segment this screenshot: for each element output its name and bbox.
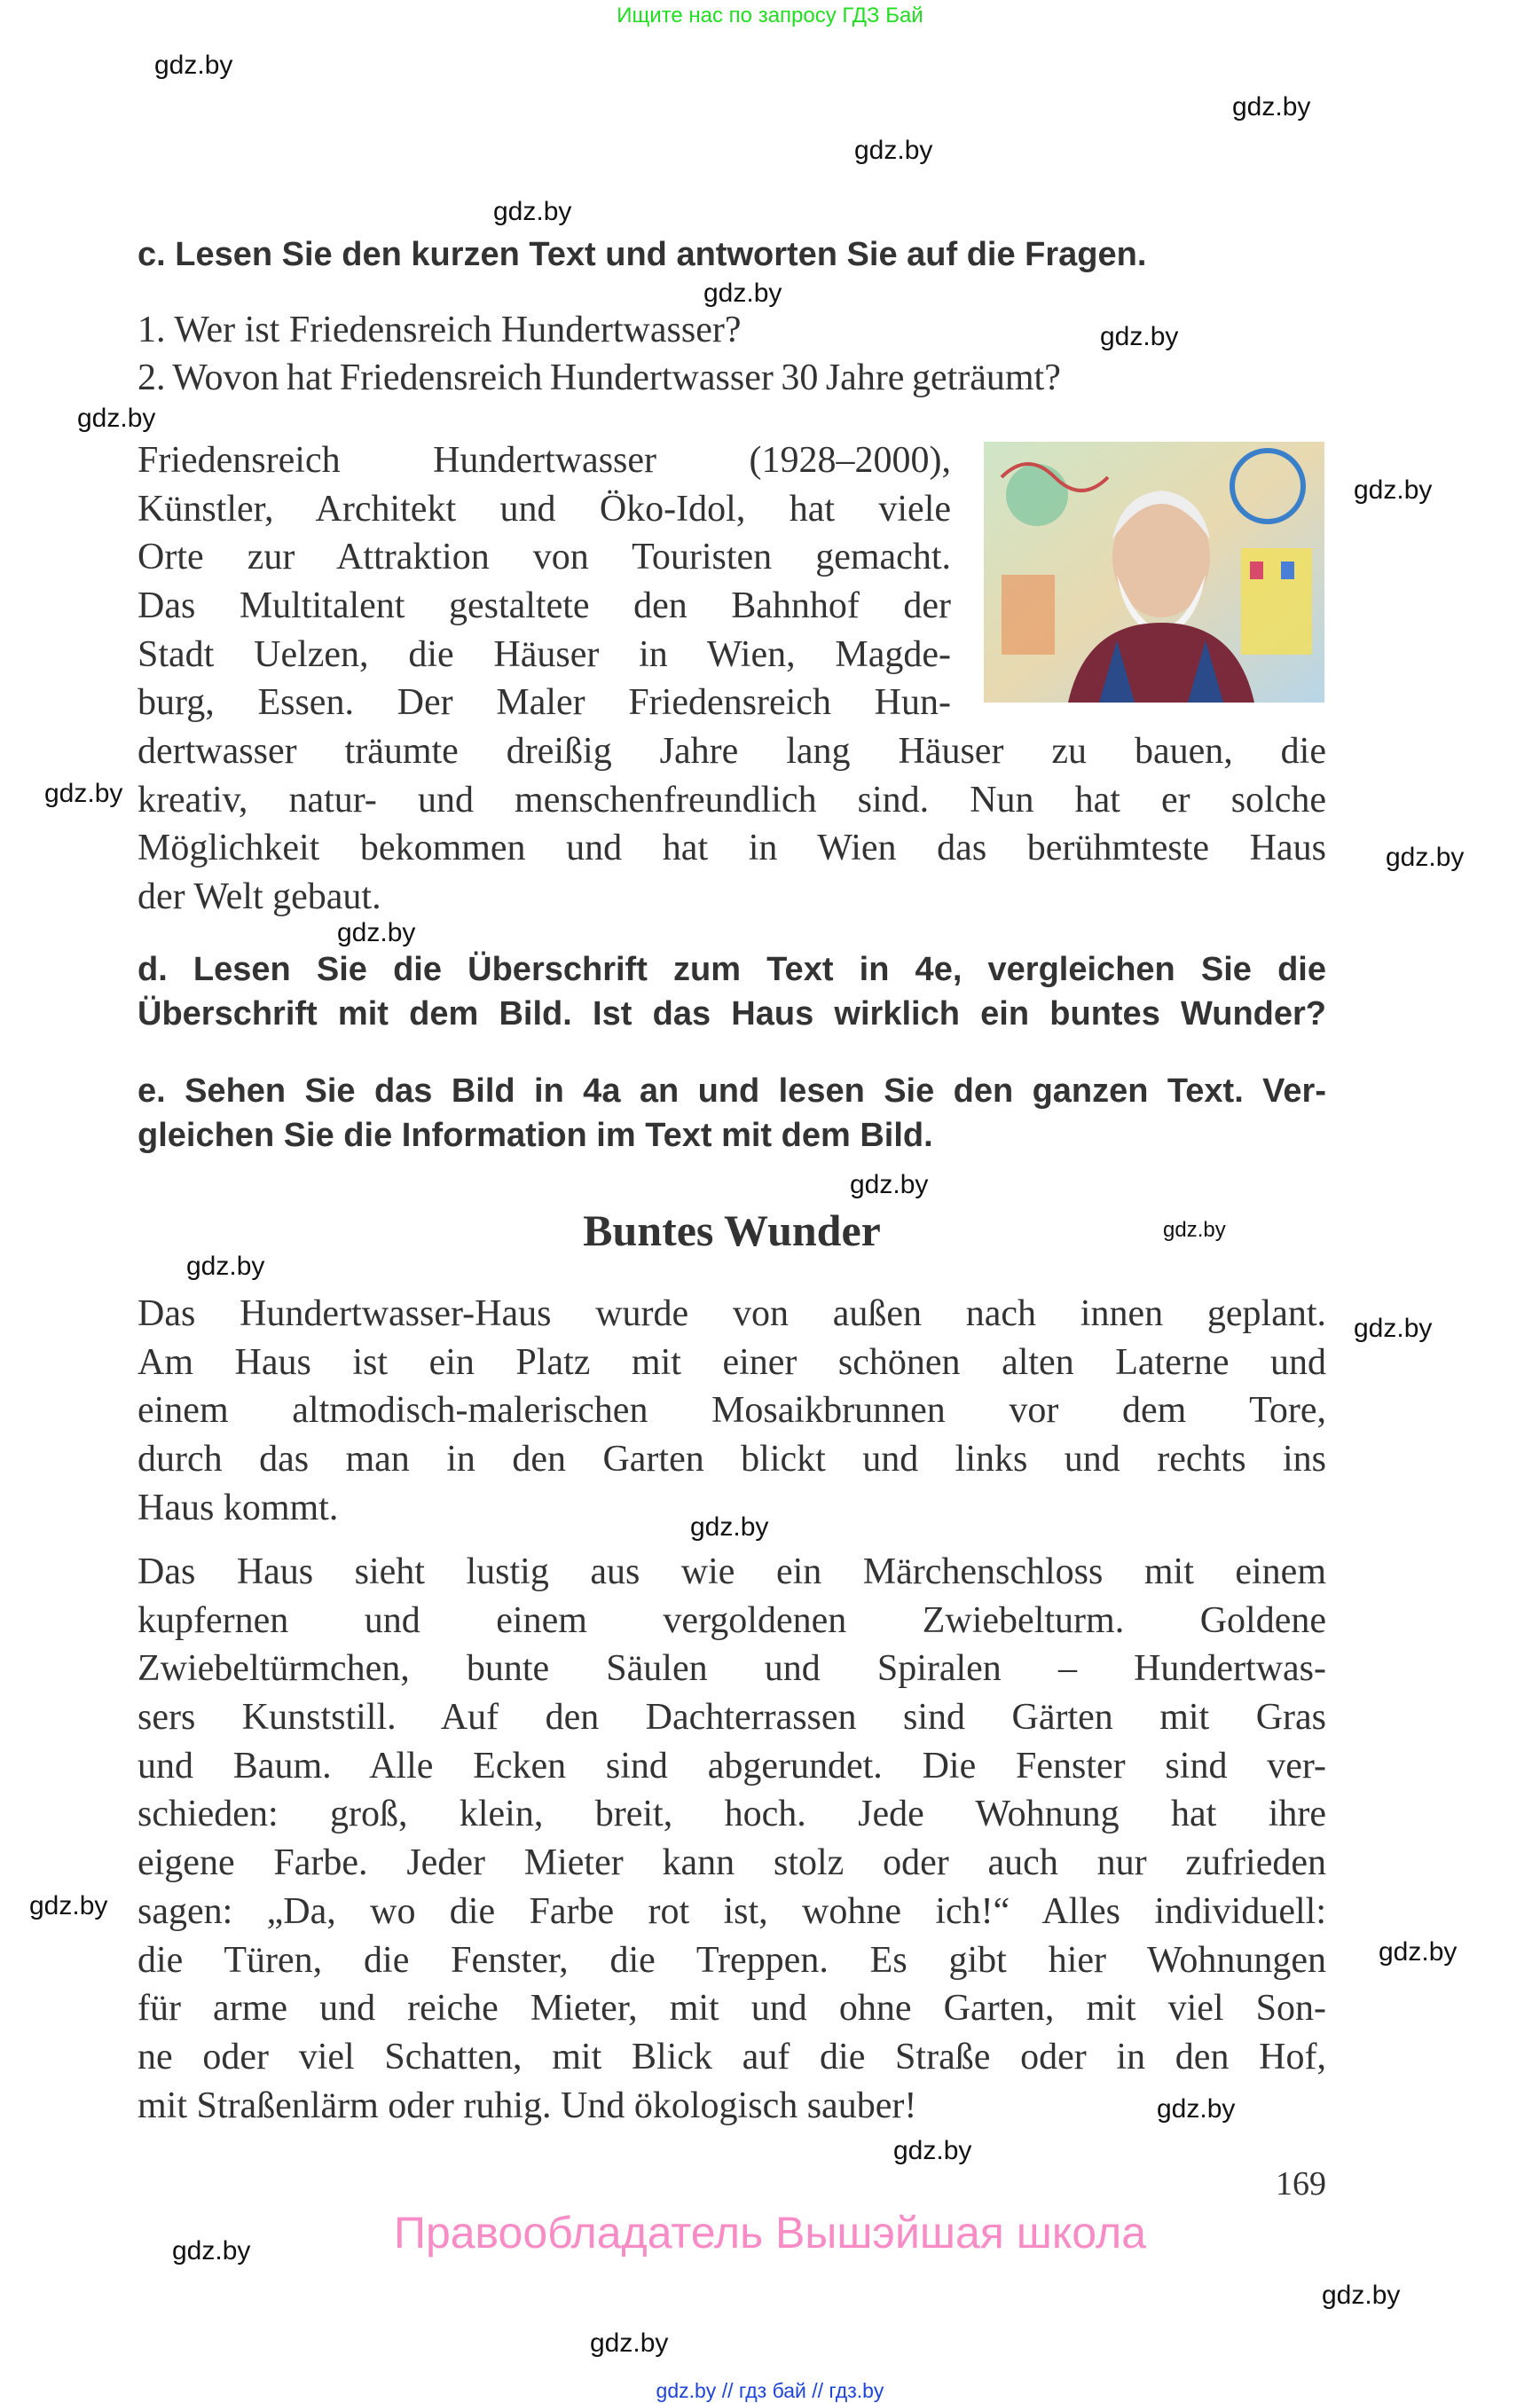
watermark-text: gdz.by	[1322, 2281, 1401, 2310]
text-line: kreativ, natur- und menschenfreundlich sind. Nun hat er solche	[138, 779, 1326, 821]
hundertwasser-photo	[984, 442, 1324, 703]
task-line: e. Sehen Sie das Bild in 4a an und lesen Sie den ganzen Text. Ver-	[138, 1072, 1326, 1110]
article-paragraph-2	[138, 1548, 1326, 2130]
watermark-text: gdz.by	[1386, 843, 1465, 872]
text-line: Das Haus sieht lustig aus wie ein Märchenschloss mit einem	[138, 1551, 1326, 1592]
watermark-text: gdz.by	[172, 2236, 251, 2266]
task-c-heading: c. Lesen Sie den kurzen Text und antworten Sie auf die Fragen.	[138, 236, 1147, 273]
text-line: Zwiebeltürmchen, bunte Säulen und Spiralen – Hundertwas-	[138, 1648, 1326, 1690]
watermark-text: gdz.by	[590, 2328, 669, 2358]
question-1: 1. Wer ist Friedensreich Hundertwasser?	[138, 310, 742, 350]
text-line: ne oder viel Schatten, mit Blick auf die Straße oder in den Hof,	[138, 2036, 1326, 2077]
text-line: Möglichkeit bekommen und hat in Wien das berühmteste Haus	[138, 828, 1326, 869]
text-line: für arme und reiche Mieter, mit und ohne Garten, mit viel Son-	[138, 1988, 1326, 2030]
text-line: Das Multitalent gestaltete den Bahnhof der	[138, 585, 951, 627]
text-line: burg, Essen. Der Maler Friedensreich Hun-	[138, 682, 951, 724]
watermark-text: gdz.by	[44, 779, 123, 808]
task-d	[138, 947, 1326, 1036]
text-line: eigene Farbe. Jeder Mieter kann stolz oder auch nur zufrieden	[138, 1842, 1326, 1884]
watermark-text: gdz.by	[1379, 1937, 1458, 1967]
text-line: durch das man in den Garten blickt und links und rechts ins	[138, 1439, 1326, 1480]
watermark-text: gdz.by	[493, 197, 572, 226]
watermark-text: gdz.by	[154, 51, 233, 80]
watermark-text: gdz.by	[850, 1170, 929, 1199]
watermark-text: gdz.by	[1354, 475, 1433, 505]
watermark-text: gdz.by	[1100, 322, 1179, 351]
text-line: Am Haus ist ein Platz mit einer schönen alten Laterne und	[138, 1341, 1326, 1383]
text-line: Friedensreich Hundertwasser (1928–2000),	[138, 440, 951, 481]
text-line: Haus kommt.	[138, 1487, 339, 1528]
watermark-text: gdz.by	[893, 2136, 972, 2165]
text-line: Stadt Uelzen, die Häuser in Wien, Magde-	[138, 633, 951, 675]
bio-text-narrow	[138, 436, 951, 727]
watermark-text: gdz.by	[690, 1512, 769, 1542]
text-line: Orte zur Attraktion von Touristen gemacht.	[138, 537, 951, 578]
watermark-text: gdz.by	[337, 918, 416, 947]
task-line: gleichen Sie die Information im Text mit dem Bild.	[138, 1117, 933, 1154]
watermark-text: gdz.by	[854, 136, 933, 165]
text-line: Künstler, Architekt und Öko-Idol, hat viele	[138, 488, 951, 530]
text-line: sers Kunststill. Auf den Dachterrassen sind Gärten mit Gras	[138, 1697, 1326, 1739]
page-number: 169	[1276, 2165, 1326, 2203]
watermark-text: gdz.by	[1232, 92, 1311, 122]
text-line: schieden: groß, klein, breit, hoch. Jede Wohnung hat ihre	[138, 1794, 1326, 1835]
task-line: d. Lesen Sie die Überschrift zum Text in 4e, vergleichen Sie die	[138, 951, 1326, 988]
text-line: mit Straßenlärm oder ruhig. Und ökologisch sauber!	[138, 2085, 917, 2126]
watermark-text: gdz.by	[29, 1891, 108, 1920]
text-line: der Welt gebaut.	[138, 876, 381, 918]
watermark-text: gdz.by	[1163, 1218, 1226, 1242]
article-paragraph-1	[138, 1290, 1326, 1532]
text-line: und Baum. Alle Ecken sind abgerundet. Die Fenster sind ver-	[138, 1745, 1326, 1787]
question-2: 2. Wovon hat Friedensreich Hundertwasser 30 Jahre geträumt?	[138, 357, 1061, 398]
text-line: die Türen, die Fenster, die Treppen. Es gibt hier Wohnungen	[138, 1939, 1326, 1981]
watermark-text: gdz.by	[1354, 1314, 1433, 1343]
watermark-text: gdz.by	[77, 404, 156, 433]
site-links[interactable]: gdz.by // гдз бай // гдз.by	[656, 2379, 884, 2402]
search-note: Ищите нас по запросу ГДЗ Бай	[617, 4, 923, 27]
text-line: dertwasser träumte dreißig Jahre lang Häuser zu bauen, die	[138, 731, 1326, 772]
watermark-text: gdz.by	[186, 1252, 265, 1281]
article-title: Buntes Wunder	[583, 1205, 881, 1255]
text-line: Das Hundertwasser-Haus wurde von außen nach innen geplant.	[138, 1293, 1326, 1334]
watermark-text: gdz.by	[703, 279, 782, 308]
bio-text-wide	[138, 727, 1326, 922]
task-line: Überschrift mit dem Bild. Ist das Haus wirklich ein buntes Wunder?	[138, 995, 1326, 1033]
watermark-text: gdz.by	[1157, 2094, 1236, 2124]
task-e	[138, 1069, 1326, 1158]
text-line: kupfernen und einem vergoldenen Zwiebelturm. Goldene	[138, 1599, 1326, 1641]
copyright-notice: Правообладатель Вышэйшая школа	[394, 2208, 1146, 2258]
text-line: einem altmodisch-malerischen Mosaikbrunnen vor dem Tore,	[138, 1390, 1326, 1432]
text-line: sagen: „Da, wo die Farbe rot ist, wohne ich!“ Alles individuell:	[138, 1890, 1326, 1932]
